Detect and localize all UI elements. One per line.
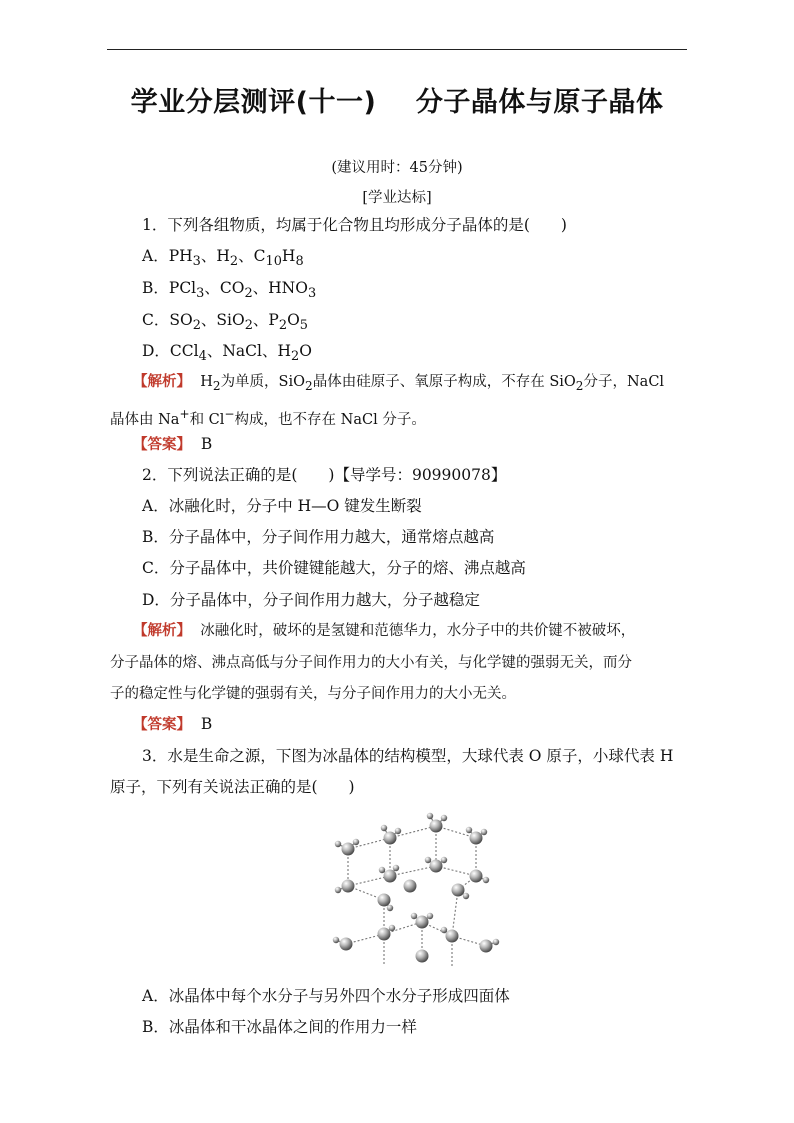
q2-analysis-line-3: 子的稳定性与化学键的强弱有关，与分子间作用力的大小无关。	[110, 686, 516, 702]
q2-analysis-line-2: 分子晶体的熔、沸点高低与分子间作用力的大小有关，与化学键的强弱无关，而分	[110, 655, 632, 671]
q2-option-c: C．分子晶体中，共价键键能越大，分子的熔、沸点越高	[142, 559, 526, 577]
q1-option-c: C．$SO_2$、SiO$_2$、$P_2O_5$	[142, 311, 309, 334]
q3-option-b: B．冰晶体和干冰晶体之间的作用力一样	[142, 1018, 417, 1036]
analysis-tag: 【解析】	[133, 374, 191, 390]
q2-stem: 2．下列说法正确的是( )【导学号：90990078】	[142, 466, 507, 484]
answer-tag: 【答案】	[133, 717, 191, 733]
q3-stem-line-1: 3．水是生命之源，下图为冰晶体的结构模型，大球代表 O 原子，小球代表 H	[142, 747, 674, 765]
time-note: (建议用时：45分钟)	[331, 160, 463, 176]
ice-crystal-structure-figure	[326, 804, 502, 970]
q2-answer: 【答案】 B	[133, 715, 213, 733]
q1-stem: 1．下列各组物质，均属于化合物且均形成分子晶体的是( )	[142, 216, 567, 234]
q1-answer: 【答案】 B	[133, 435, 213, 453]
q3-stem-line-2: 原子，下列有关说法正确的是( )	[110, 778, 355, 796]
q2-option-a: A．冰融化时，分子中 H—O 键发生断裂	[142, 497, 422, 515]
section-label: [学业达标]	[362, 190, 432, 206]
analysis-tag: 【解析】	[133, 623, 191, 639]
q1-analysis-line-2: 晶体由 Na+和 Cl−构成，也不存在 NaCl 分子。	[110, 407, 426, 428]
page-title: 学业分层测评(十一) 分子晶体与原子晶体	[130, 87, 664, 118]
q2-option-b: B．分子晶体中，分子间作用力越大，通常熔点越高	[142, 528, 495, 546]
q1-option-b: B．PCl$_3$、$CO_2$、$HNO_3$	[142, 279, 317, 302]
q1-option-a: A．$PH_3$、$H_2$、$C_{10}H_8$	[142, 247, 304, 270]
header-rule	[107, 49, 687, 50]
answer-tag: 【答案】	[133, 437, 191, 453]
q1-option-d: D．CCl$_4$、NaCl、$H_2O$	[142, 342, 312, 365]
q3-option-a: A．冰晶体中每个水分子与另外四个水分子形成四面体	[142, 987, 510, 1005]
q2-analysis-line-1: 【解析】 冰融化时，破坏的是氢键和范德华力，水分子中的共价键不被破坏，	[133, 623, 636, 639]
q2-option-d: D．分子晶体中，分子间作用力越大，分子越稳定	[142, 591, 480, 609]
q1-analysis-line-1: 【解析】 $H_2$为单质，SiO$_2$晶体由硅原子、氧原子构成，不存在 SiO$_2$分子，NaCl	[133, 374, 665, 393]
